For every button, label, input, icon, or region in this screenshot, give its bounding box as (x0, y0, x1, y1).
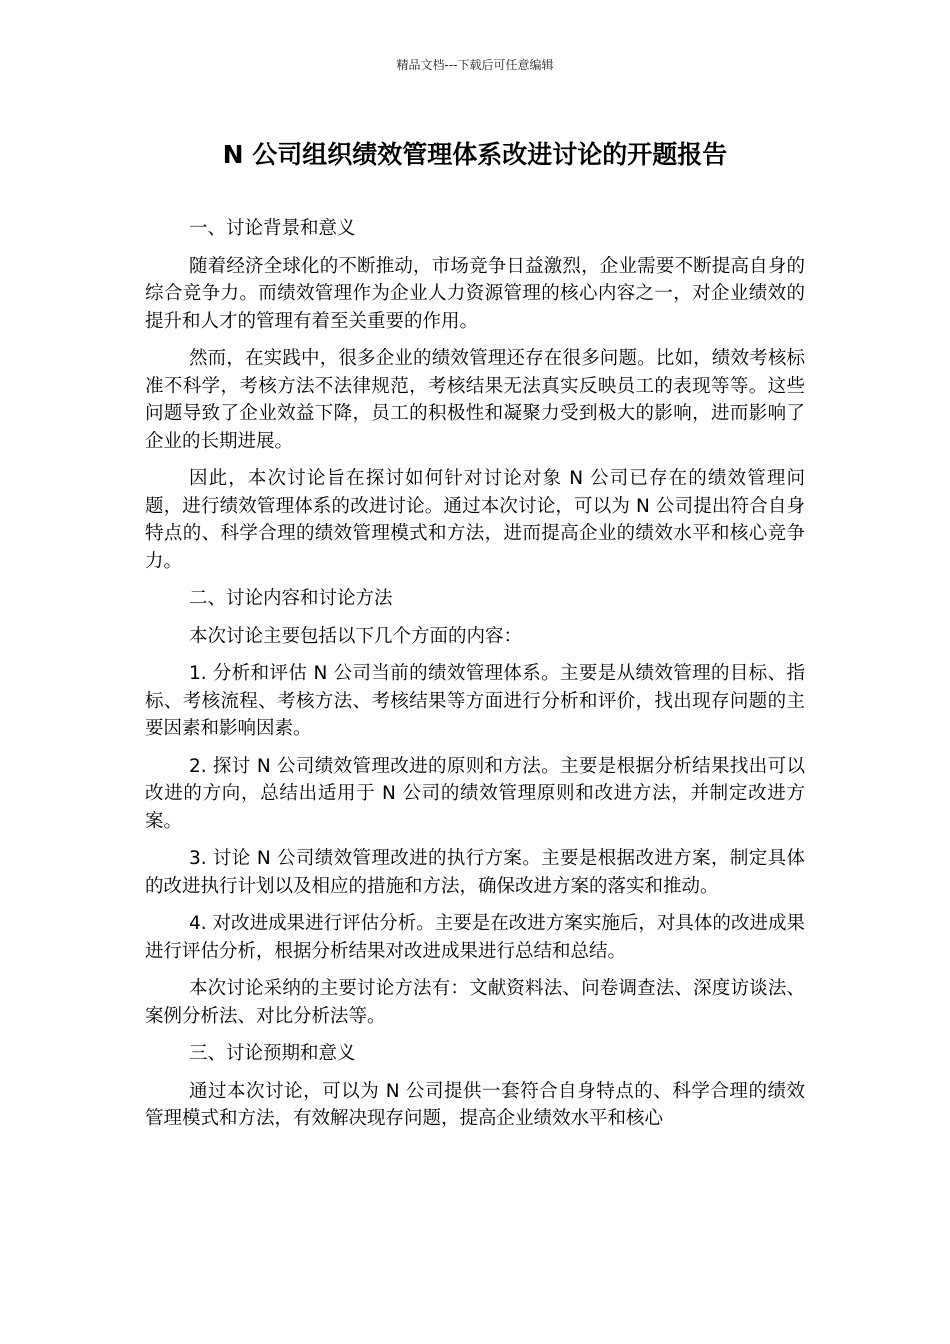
list-item: 3. 讨论 N 公司绩效管理改进的执行方案。主要是根据改进方案，制定具体的改进执行计划以及相应的措施和方法，确保改进方案的落实和推动。 (145, 848, 805, 897)
section-heading-content-methods: 二、讨论内容和讨论方法 (189, 588, 393, 609)
paragraph: 本次讨论主要包括以下几个方面的内容： (189, 625, 523, 647)
document-title: N 公司组织绩效管理体系改进讨论的开题报告 (222, 140, 728, 169)
section-heading-background: 一、讨论背景和意义 (189, 218, 356, 239)
list-item: 2. 探讨 N 公司绩效管理改进的原则和方法。主要是根据分析结果找出可以改进的方向，总结出适用于 N 公司的绩效管理原则和改进方法，并制定改进方案。 (145, 755, 805, 832)
paragraph: 因此，本次讨论旨在探讨如何针对讨论对象 N 公司已存在的绩效管理问题，进行绩效管理体系的改进讨论。通过本次讨论，可以为 N 公司提出符合自身特点的、科学合理的绩效管理模式和方法，进而提高企业的绩效水平和核心竞争力。 (145, 468, 805, 572)
paragraph: 随着经济全球化的不断推动，市场竞争日益激烈，企业需要不断提高自身的综合竞争力。而绩效管理作为企业人力资源管理的核心内容之一，对企业绩效的提升和人才的管理有着至关重要的作用。 (145, 255, 805, 332)
list-item: 4. 对改进成果进行评估分析。主要是在改进方案实施后，对具体的改进成果进行评估分析，根据分析结果对改进成果进行总结和总结。 (145, 913, 805, 962)
document-body (145, 215, 805, 1143)
paragraph: 通过本次讨论，可以为 N 公司提供一套符合自身特点的、科学合理的绩效管理模式和方法，有效解决现存问题，提高企业绩效水平和核心 (145, 1080, 805, 1129)
paragraph: 然而，在实践中，很多企业的绩效管理还存在很多问题。比如，绩效考核标准不科学，考核方法不法律规范，考核结果无法真实反映员工的表现等等。这些问题导致了企业效益下降，员工的积极性和凝聚力受到极大的影响，进而影响了企业的长期进展。 (145, 348, 805, 452)
section-heading-expectations: 三、讨论预期和意义 (189, 1043, 356, 1064)
list-item: 1. 分析和评估 N 公司当前的绩效管理体系。主要是从绩效管理的目标、指标、考核流程、考核方法、考核结果等方面进行分析和评价，找出现存问题的主要因素和影响因素。 (145, 663, 805, 739)
page-header: 精品文档---下载后可任意编辑 (396, 58, 554, 72)
paragraph: 本次讨论采纳的主要讨论方法有：文献资料法、问卷调查法、深度访谈法、案例分析法、对比分析法等。 (145, 978, 805, 1027)
